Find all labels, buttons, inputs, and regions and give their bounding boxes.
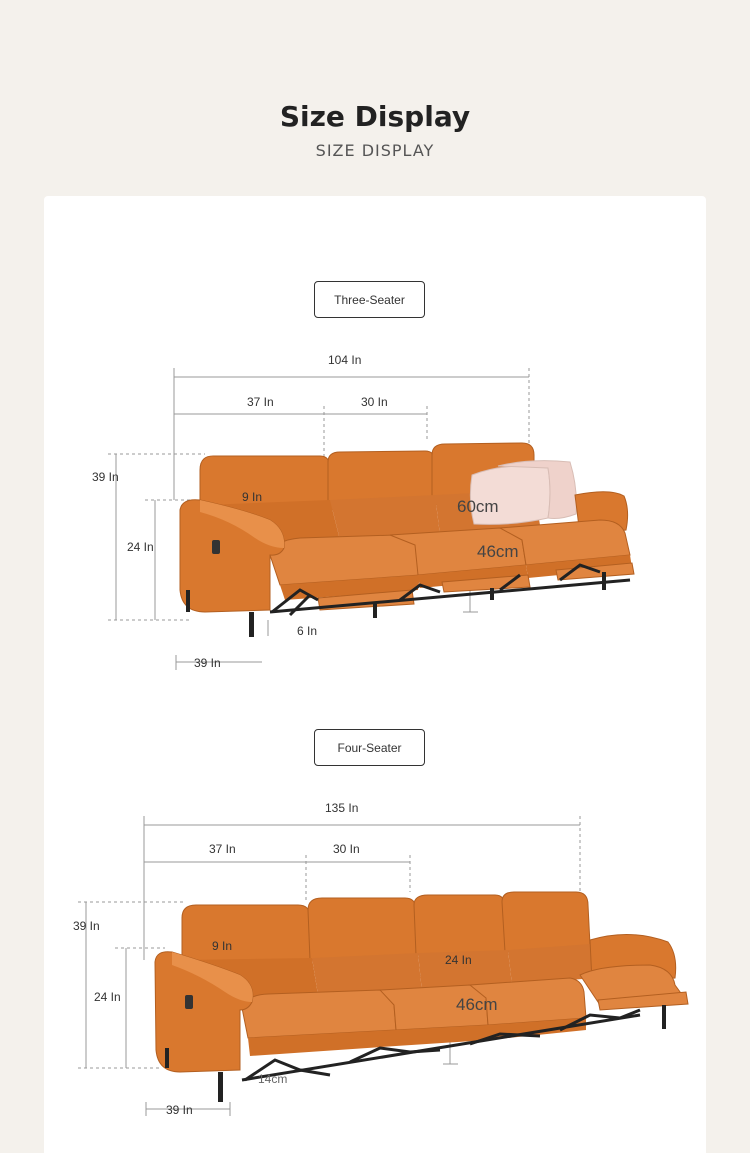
- four-seater-overall-height: 39 In: [73, 919, 100, 933]
- three-seater-middle-seat-width: 30 In: [361, 395, 388, 409]
- four-seater-leg-height: 14cm: [258, 1072, 288, 1086]
- three-seater-overall-width: 104 In: [328, 353, 362, 367]
- four-seater-arm-width: 9 In: [212, 939, 233, 953]
- four-seater-illustration: [78, 816, 688, 1116]
- page-subtitle: SIZE DISPLAY: [315, 141, 435, 160]
- three-seater-overall-height: 39 In: [92, 470, 119, 484]
- three-seater-arm-width: 9 In: [242, 490, 263, 504]
- tag-four-seater: Four-Seater: [314, 729, 425, 766]
- three-seater-sofa: [180, 443, 634, 637]
- four-seater-seat-height: 46cm: [456, 995, 498, 1014]
- four-seater-seat-width: 37 In: [209, 842, 236, 856]
- tag-three-seater: Three-Seater: [314, 281, 425, 318]
- four-seater-sofa: [155, 892, 688, 1102]
- three-seater-illustration: [108, 368, 634, 670]
- three-seater-seat-height: 46cm: [477, 542, 519, 561]
- three-seater-seat-width: 37 In: [247, 395, 274, 409]
- four-seater-depth: 39 In: [166, 1103, 193, 1117]
- four-seater-middle-seat-width: 30 In: [333, 842, 360, 856]
- three-seater-depth: 39 In: [194, 656, 221, 670]
- three-seater-arm-height: 24 In: [127, 540, 154, 554]
- four-seater-overall-width: 135 In: [325, 801, 359, 815]
- four-seater-arm-height: 24 In: [94, 990, 121, 1004]
- three-seater-leg-height: 6 In: [297, 624, 318, 638]
- four-seater-seat-depth: 24 In: [445, 953, 472, 967]
- page-title: Size Display: [279, 100, 471, 133]
- three-seater-seat-depth: 60cm: [457, 497, 499, 516]
